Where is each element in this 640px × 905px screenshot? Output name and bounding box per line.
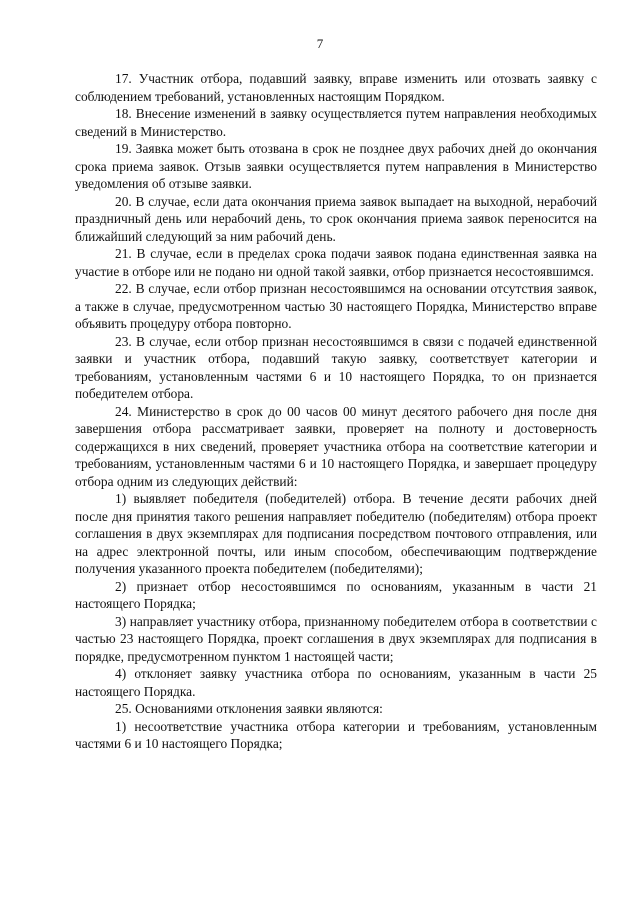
paragraph-18: 18. Внесение изменений в заявку осуществляется путем направления необходимых сведений в Министерство. — [75, 106, 597, 139]
paragraph-19: 19. Заявка может быть отозвана в срок не позднее двух рабочих дней до окончания срока приема заявок. Отзыв заявки осуществляется путем направления в Министерство уведомления об отзыве заявки. — [75, 141, 597, 191]
paragraph-25: 25. Основаниями отклонения заявки являются: — [115, 701, 383, 716]
paragraph-24-item-4: 4) отклоняет заявку участника отбора по основаниям, указанным в части 25 настоящего Порядка. — [75, 666, 597, 699]
paragraph-24: 24. Министерство в срок до 00 часов 00 минут десятого рабочего дня после дня завершения отбора рассматривает заявки, проверяет на полноту и достоверность содержащихся в них сведений, проверяет участника отбора на соответствие категории и требованиям, установленным частями 6 и 10 настоящего Порядка, и завершает процедуру отбора одним из следующих действий: — [75, 403, 597, 489]
paragraph-24-item-1: 1) выявляет победителя (победителей) отбора. В течение десяти рабочих дней после дня принятия такого решения направляет победителю (победителям) отбора проект соглашения в двух экземплярах для подписания посредством почтового отправления, или на адрес электронной почты, или иным способом, обеспечивающим подтверждение получения указанного проекта победителем (победителями); — [75, 491, 597, 576]
paragraph-24-item-2: 2) признает отбор несостоявшимся по основаниям, указанным в части 21 настоящего Порядка; — [75, 578, 597, 611]
paragraph-23: 23. В случае, если отбор признан несостоявшимся в связи с подачей единственной заявки и участник отбора, подавший такую заявку, соответствует категории и требованиям, установленным частями 6 и 10 настоящего Порядка, то он признается победителем отбора. — [75, 333, 597, 401]
page-number: 7 — [316, 36, 324, 51]
document-body — [75, 70, 597, 753]
paragraph-24-item-3: 3) направляет участнику отбора, признанному победителем отбора в соответствии с частью 23 настоящего Порядка, проект соглашения в двух экземплярах для подписания в порядке, предусмотренном пунктом 1 настоящей части; — [75, 613, 597, 664]
paragraph-20: 20. В случае, если дата окончания приема заявок выпадает на выходной, нерабочий праздничный день или нерабочий день, то срок окончания приема заявок переносится на ближайший следующий за ним рабочий день. — [75, 193, 597, 244]
paragraph-22: 22. В случае, если отбор признан несостоявшимся на основании отсутствия заявок, а также в случае, предусмотренном частью 30 настоящего Порядка, Министерство вправе объявить процедуру отбора повторно. — [75, 281, 597, 331]
paragraph-25-item-1: 1) несоответствие участника отбора категории и требованиям, установленным частями 6 и 10 настоящего Порядка; — [75, 718, 597, 751]
paragraph-17: 17. Участник отбора, подавший заявку, вправе изменить или отозвать заявку с соблюдением требований, установленных настоящим Порядком. — [75, 71, 597, 104]
paragraph-21: 21. В случае, если в пределах срока подачи заявок подана единственная заявка на участие в отборе или не подано ни одной такой заявки, отбор признается несостоявшимся. — [75, 246, 597, 279]
